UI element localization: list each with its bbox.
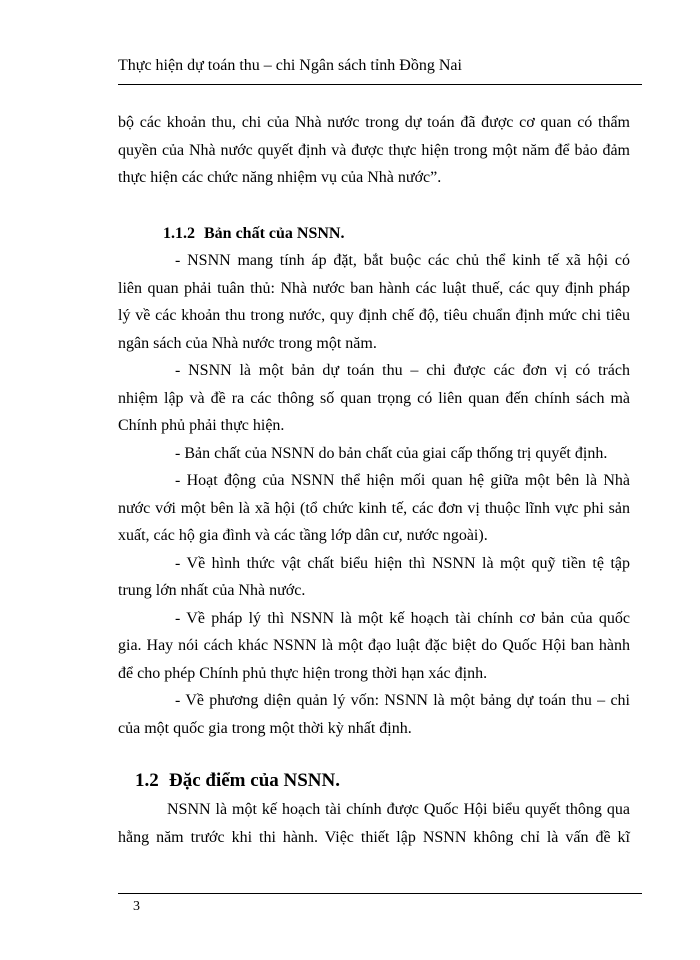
footer-divider [118, 893, 642, 894]
text-line: lý về các khoản thu trong nước, quy định chế độ, tiêu chuẩn định mức chi tiêu [118, 307, 630, 324]
text-line: thực hiện các chức năng nhiệm vụ của Nhà nước”. [118, 169, 442, 186]
section-number: 1.2 [135, 770, 159, 791]
text-line: hằng năm trước khi thi hành. Việc thiết lập NSNN không chỉ là vấn đề kĩ [118, 828, 630, 846]
text-line: - Hoạt động của NSNN thể hiện mối quan hệ giữa một bên là Nhà [175, 472, 630, 489]
text-line: nhiệm lập và đề ra các thông số quan trọng có liên quan đến chính sách mà [118, 389, 630, 407]
text-line: liên quan phải tuân thủ: Nhà nước ban hành các luật thuế, các quy định pháp [118, 279, 630, 297]
section-title: Bản chất của NSNN. [204, 224, 345, 242]
text-line: bộ các khoản thu, chi của Nhà nước trong dự toán đã được cơ quan có thẩm [118, 114, 630, 131]
bullet-item [118, 687, 630, 742]
text-line: gia. Hay nói cách khác NSNN là một đạo luật đặc biệt do Quốc Hội ban hành [118, 637, 630, 654]
text-line: để cho phép Chính phủ thực hiện trong thời hạn xác định. [118, 664, 488, 682]
bullet-item [118, 247, 630, 357]
page-number: 3 [133, 899, 140, 914]
text-line: - Về pháp lý thì NSNN là một kế hoạch tài chính cơ bản của quốc [175, 609, 630, 627]
text-line: - NSNN là một bản dự toán thu – chi được các đơn vị có trách [175, 362, 630, 379]
page-header: Thực hiện dự toán thu – chi Ngân sách tỉnh Đồng Nai [118, 57, 462, 74]
text-line: - Về phương diện quản lý vốn: NSNN là một bảng dự toán thu – chi [175, 692, 630, 709]
text-line: xuất, các hộ gia đình và các tầng lớp dân cư, nước ngoài). [118, 527, 488, 544]
text-line: của một quốc gia trong một thời kỳ nhất định. [118, 719, 412, 737]
spacer [118, 742, 630, 766]
text-line: ngân sách của Nhà nước trong một năm. [118, 334, 377, 352]
text-line: trung lớn nhất của Nhà nước. [118, 582, 306, 599]
text-line: - Bản chất của NSNN do bản chất của giai cấp thống trị quyết định. [175, 444, 608, 462]
bullet-item [118, 605, 630, 688]
bullet-item [118, 357, 630, 440]
text-line: NSNN là một kế hoạch tài chính được Quốc Hội biểu quyết thông qua [167, 801, 630, 818]
spacer [118, 192, 630, 220]
bullet-item [118, 467, 630, 550]
text-line: quyền của Nhà nước quyết định và được thực hiện trong một năm để bảo đảm [118, 141, 630, 159]
bullet-item [118, 550, 630, 605]
section-number: 1.1.2 [163, 224, 195, 242]
text-line: - NSNN mang tính áp đặt, bắt buộc các chủ thể kinh tế xã hội có [175, 252, 630, 269]
paragraph-continuation [118, 109, 630, 192]
text-line: nước với một bên là xã hội (tổ chức kinh tế, các đơn vị thuộc lĩnh vực phi sản [118, 499, 630, 517]
bullet-item [118, 440, 630, 468]
page-content [118, 109, 630, 851]
section-title: Đặc điểm của NSNN. [169, 770, 340, 791]
section-heading-1-2 [118, 766, 630, 796]
text-line: Chính phủ phải thực hiện. [118, 417, 285, 434]
header-divider [118, 84, 642, 85]
text-line: - Về hình thức vật chất biểu hiện thì NSNN là một quỹ tiền tệ tập [175, 554, 630, 572]
section-heading-1-1-2 [118, 220, 630, 248]
paragraph [118, 796, 630, 851]
